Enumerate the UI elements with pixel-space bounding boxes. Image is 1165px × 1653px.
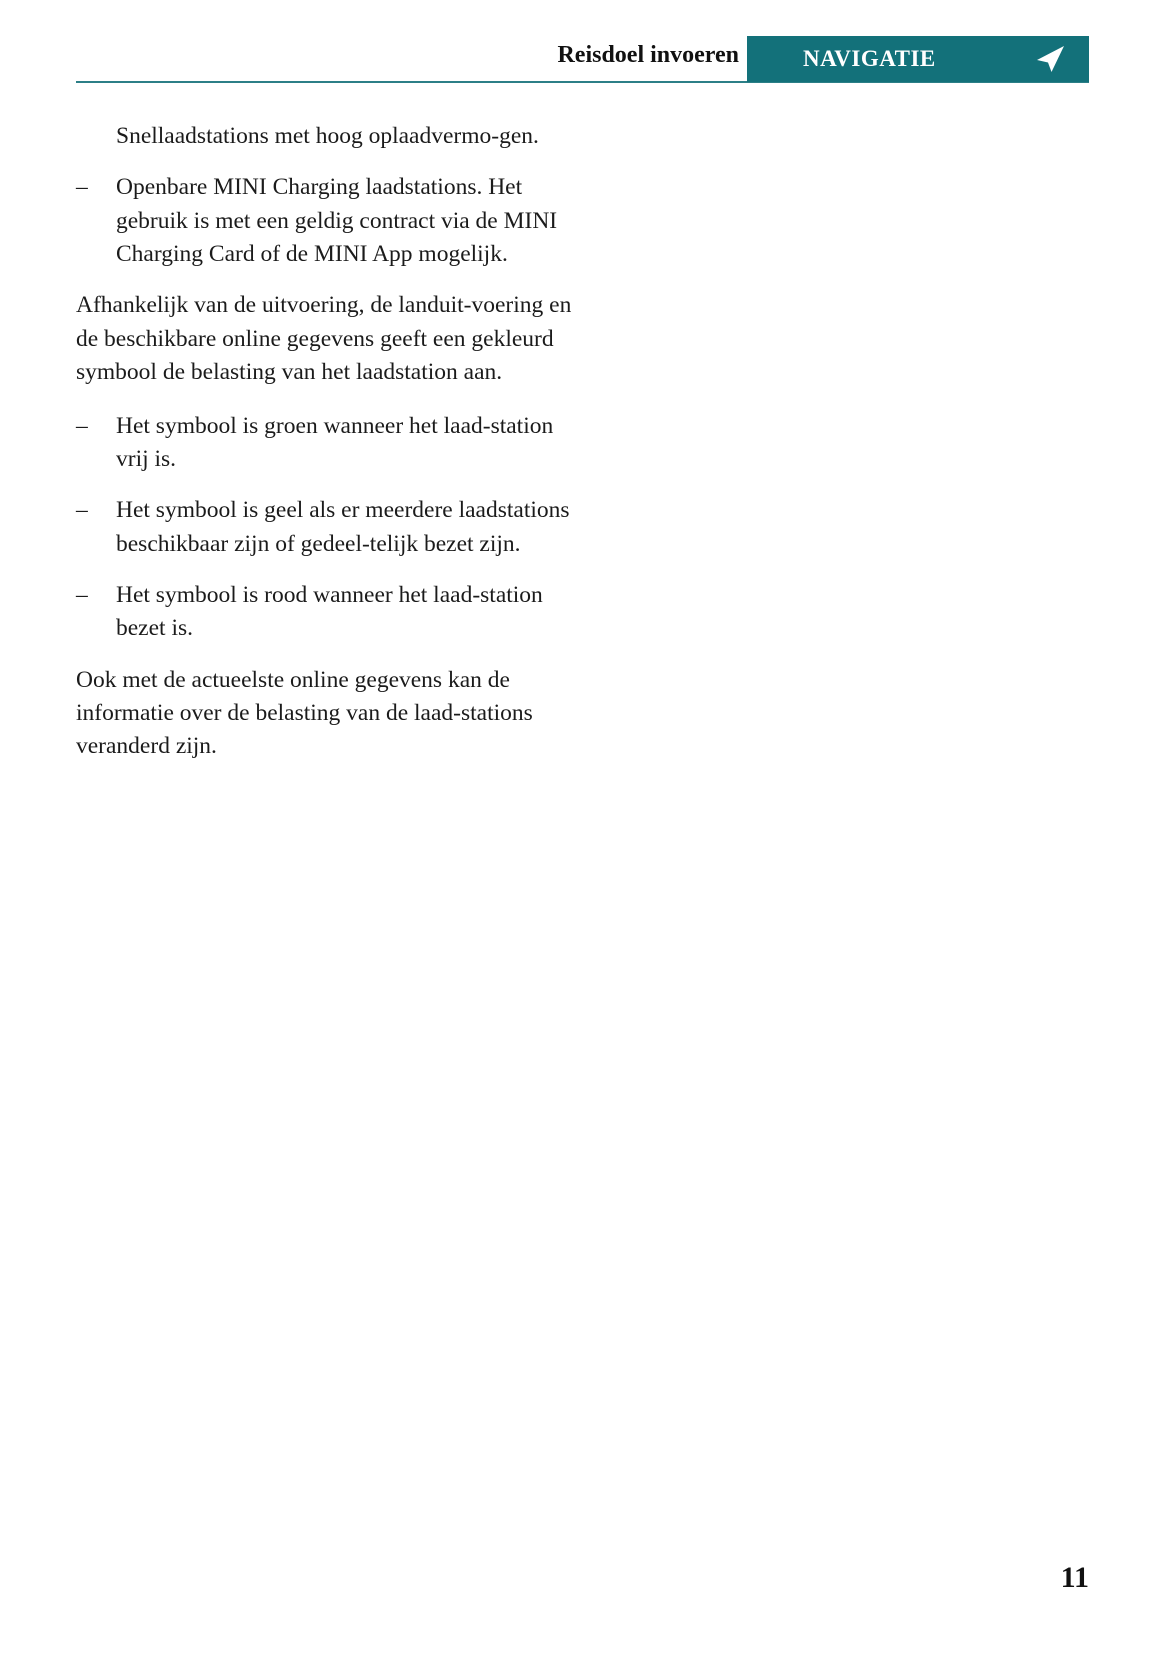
list-item [76, 171, 576, 271]
bullet-list-symbol-colors [76, 410, 576, 646]
navigation-arrow-icon [1033, 42, 1067, 76]
bullet-list-charging-stations [76, 171, 576, 271]
list-item-text: Het symbool is rood wanneer het laad-station bezet is. [116, 581, 543, 642]
list-item [76, 579, 576, 646]
paragraph-symbol-colors-intro: Afhankelijk van de uitvoering, de landuit-voering en de beschikbare online gegevens geeft een gekleurd symbool de belasting van het laadstation aan. [76, 292, 572, 386]
page-header [76, 36, 1089, 82]
dash-marker: – [76, 174, 88, 201]
dash-marker: – [76, 581, 88, 608]
list-item-text: Openbare MINI Charging laadstations. Het gebruik is met een geldig contract via de MINI Charging Card of de MINI App mogelijk. [116, 174, 558, 268]
list-item-text: Het symbool is geel als er meerdere laadstations beschikbaar zijn of gedeel-telijk bezet zijn. [116, 497, 570, 557]
section-tab-label: NAVIGATIE [803, 46, 936, 71]
page-content [76, 120, 576, 772]
list-item-text: Het symbool is groen wanneer het laad-station vrij is. [116, 412, 554, 472]
dash-marker: – [76, 497, 88, 524]
dash-marker: – [76, 412, 88, 439]
paragraph-online-data-note: Ook met de actueelste online gegevens kan de informatie over de belasting van de laad-stations veranderd zijn. [76, 666, 533, 760]
page-title: Reisdoel invoeren [557, 42, 739, 68]
list-item [76, 410, 576, 477]
continued-list-item: Snellaadstations met hoog oplaadvermo-gen. [116, 123, 539, 149]
list-item [76, 494, 576, 561]
spacer [76, 398, 576, 410]
section-tab-navigatie [747, 36, 1089, 82]
page-number: 11 [1060, 1561, 1089, 1594]
